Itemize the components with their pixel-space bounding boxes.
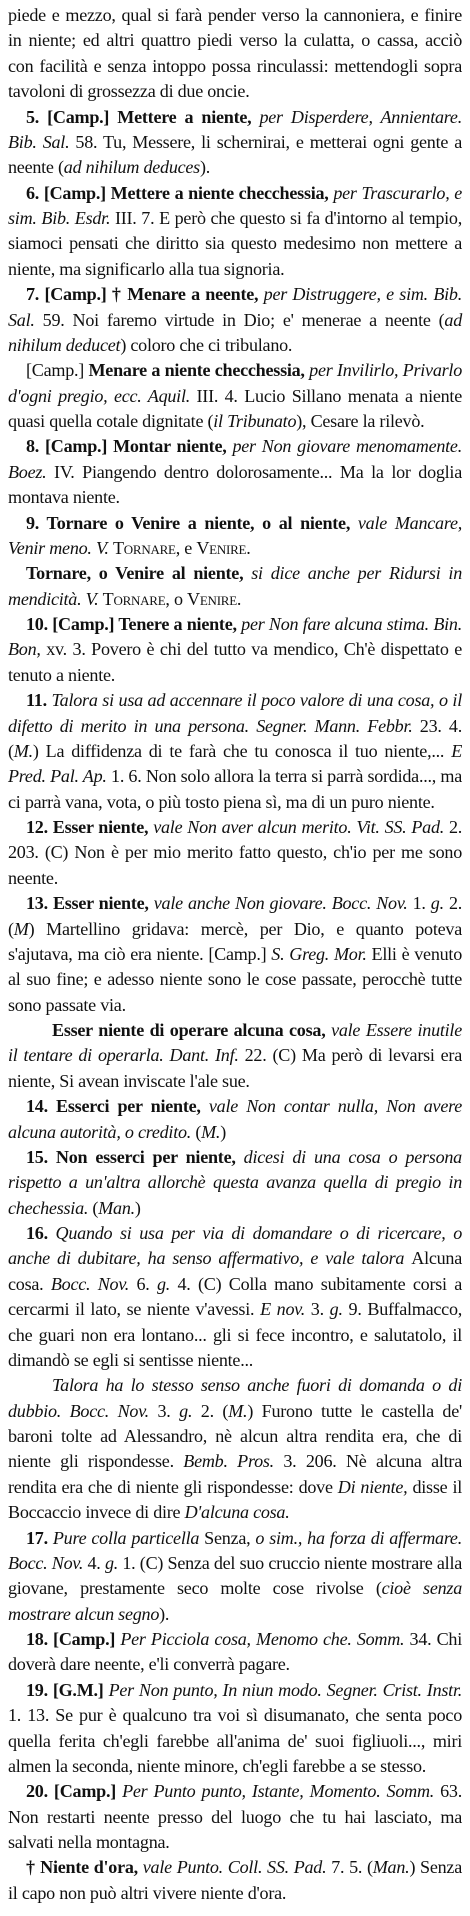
dictionary-paragraph <box>8 1779 462 1855</box>
entry-heading-text: Mettere a niente, <box>117 106 260 127</box>
italic-text: Per Punto punto, Istante, Momento. Somm. <box>122 1781 441 1802</box>
italic-text: Di niente, <box>337 1476 413 1497</box>
entry-heading-text: 17. <box>26 1527 53 1548</box>
dictionary-paragraph <box>8 561 462 612</box>
dictionary-paragraph <box>8 181 462 283</box>
body-text: 3. <box>157 1400 180 1421</box>
italic-text: S. Greg. Mor. <box>271 943 372 964</box>
italic-text: E nov. <box>260 1299 311 1320</box>
italic-text: M. <box>201 1121 221 1142</box>
entry-heading-text: 18. [Camp.] <box>26 1629 121 1649</box>
italic-text: il Tribunato <box>213 411 297 431</box>
body-text: ). <box>199 157 211 178</box>
body-text: 3. 206. Nè alcuna altra rendita era che di niente gli rispondesse: dove <box>8 1451 462 1497</box>
dictionary-paragraph <box>8 434 462 510</box>
entry-heading-text: 10. [Camp.] Tenere a niente, <box>26 614 242 634</box>
entry-heading-text: Montar niente, <box>113 436 233 457</box>
body-text: Alcuna cosa. <box>8 1248 462 1294</box>
italic-text: Per Picciola cosa, Menomo che. Somm. <box>120 1629 410 1649</box>
dictionary-paragraph <box>8 1526 462 1628</box>
body-text: IV. Piangendo dentro dolorosamente... Ma la lor doglia montava niente. <box>8 461 462 508</box>
dictionary-paragraph <box>8 1018 462 1094</box>
italic-text: per Non fare alcuna stima. Bin. Bon, <box>8 614 462 660</box>
body-text: , o <box>165 588 188 609</box>
italic-text: Quando si usa per via di domandare o di ricercare, o anche di dubitare, ha senso affermativo, e vale talora <box>8 1223 462 1269</box>
italic-text: D'alcuna cosa. <box>184 1502 290 1523</box>
entry-heading-text: 16. <box>26 1223 56 1243</box>
italic-text: g. <box>156 1273 178 1294</box>
entry-heading-text: Tornare, o Venire al niente, <box>26 563 252 584</box>
dictionary-paragraph <box>8 358 462 434</box>
body-text: . <box>246 537 251 558</box>
dictionary-paragraph <box>8 1145 462 1221</box>
body-text: disse il Boccaccio invece di dire <box>8 1476 463 1523</box>
body-text: III. 7. E però che questo si fa d'intorno al tempio, siamoci pensati che diritto sia questo medesimo non mettere a niente, ma significarlo alla tua signoria. <box>8 208 462 279</box>
italic-text: per Distruggere, e sim. Bib. Sal. <box>8 284 462 330</box>
dictionary-paragraph <box>8 815 462 891</box>
italic-text: E Pred. Pal. Ap. <box>8 740 462 787</box>
body-text: 1. 13. Se pur è qualcuno tra voi sì disumanato, che senta poco quella ferita ch'egli farebbe all'anima de' suoi figliuoli..., miri almen la seconda, niente minore, ch'egli farebbe a se stesso. <box>8 1705 462 1776</box>
body-text: 22. (C) Ma però di levarsi era niente, Si avean inviscate l'ale sue. <box>8 1045 462 1091</box>
body-text: ) Senza il capo non può altri vivere niente d'ora. <box>8 1857 462 1903</box>
body-text: ). <box>159 1603 170 1624</box>
body-text: ), Cesare la rilevò. <box>296 411 425 431</box>
entry-heading-text: 11. <box>26 690 52 711</box>
body-text: 34. Chi doverà dare neente, e'li converrà pagare. <box>8 1629 462 1675</box>
italic-text: vale Non aver alcun merito. Vit. SS. Pad. <box>153 817 449 837</box>
dictionary-paragraph <box>8 1855 462 1906</box>
body-text: [Camp.] <box>26 360 89 381</box>
body-text: xv. 3. Povero è chi del tutto va mendico, Ch'è dispettato e tenuto a niente. <box>8 639 462 685</box>
entry-heading-text: Esser niente di operare alcuna cosa, <box>52 1020 332 1040</box>
entry-heading-text: 20. [Camp.] <box>26 1781 123 1802</box>
entry-heading-text: 19. [G.M.] <box>26 1679 109 1700</box>
dictionary-paragraph <box>8 511 462 562</box>
body-text: 1. 6. Non solo allora la terra si parrà sordida..., ma ci parrà vana, vota, o più tosto piena sì, ma di un puro niente. <box>8 766 462 812</box>
dictionary-paragraph <box>8 1094 462 1145</box>
italic-text: g. <box>179 1400 201 1421</box>
entry-heading-text: 5. [Camp.] <box>26 106 118 127</box>
italic-text: Talora si usa ad accennare il poco valore di una cosa, o il difetto di merito in una persona. Segner. Mann. Febbr. <box>8 690 462 736</box>
italic-text: vale Mancare, Venir meno. V. <box>8 512 463 558</box>
body-text: 4. <box>87 1552 105 1573</box>
body-text: piede e mezzo, qual si farà pender verso la cannoniera, e finire in niente; ed altri quattro piedi verso la culatta, o cassa, acciò con facilità e senza intoppo possa rinculassi: mettendogli sopra tavoloni di grossezza di due oncie. <box>8 5 462 102</box>
body-text: 9. Buffalmacco, che guari non era lontano... gli si fece incontro, e salutatolo, il dimandò se egli si sentisse niente... <box>8 1299 463 1370</box>
body-text: 7. 5. ( <box>331 1857 373 1878</box>
body-text: 1. (C) Senza del suo cruccio niente mostrare alla giovane, prestamente seco molte cose rivolse ( <box>8 1552 463 1599</box>
body-text: Elli è venuto al suo fine; e adesso niente sono le cose passate, perocchè tutte sono passate via. <box>8 943 463 1015</box>
italic-text: Bocc. Nov. <box>50 1273 137 1294</box>
italic-text: ad nihilum deduces <box>63 157 200 178</box>
body-text: ( <box>195 1121 202 1142</box>
body-text: ) <box>220 1121 226 1142</box>
body-text: 59. Noi faremo virtude in Dio; e' menerae a neente ( <box>42 309 445 330</box>
cross-reference-text: Venire <box>187 588 237 609</box>
italic-text: o sim., ha forza di affermare. Bocc. Nov. <box>8 1527 462 1573</box>
italic-text: vale Essere inutile il tentare di operarla. Dant. Inf. <box>8 1020 462 1066</box>
body-text: 58. Tu, Messere, li schernirai, e metterai ogni gente a neente ( <box>8 131 462 178</box>
cross-reference-text: Tornare <box>102 588 166 609</box>
body-text: ( <box>92 1197 99 1218</box>
entry-heading-text: 8. [Camp.] <box>26 436 114 457</box>
italic-text: si dice anche per Ridursi in mendicità. V. <box>8 563 462 609</box>
entry-heading-text: † Niente d'ora, <box>26 1857 143 1878</box>
italic-text: vale Punto. Coll. SS. Pad. <box>142 1857 332 1878</box>
body-text: 1. <box>412 893 431 914</box>
entry-heading-text: 15. Non esserci per niente, <box>26 1146 244 1167</box>
italic-text: M. <box>13 740 33 761</box>
dictionary-paragraph <box>8 3 462 105</box>
italic-text: Per Non punto, In niun modo. Segner. Crist. Instr. <box>108 1679 462 1700</box>
dictionary-paragraph <box>8 1221 462 1373</box>
italic-text: per Invilirlo, Privarlo d'ogni pregio, ecc. Aquil. <box>8 360 462 406</box>
italic-text: vale Non contar nulla, Non avere alcuna autorità, o credito. <box>8 1096 463 1142</box>
italic-text: per Trascurarlo, e sim. Bib. Esdr. <box>8 182 462 228</box>
body-text: ) Furono tutte le castella de' baroni tolte ad Alessandro, nè alcun altra rendita era, che di niente gli rispondesse. <box>8 1400 463 1472</box>
entry-heading-text: 13. Esser niente, <box>26 893 154 914</box>
dictionary-paragraph <box>8 1627 462 1678</box>
body-text: ) coloro che ci tribulano. <box>120 334 293 355</box>
italic-text: ad nihilum deducet <box>8 309 462 355</box>
entry-heading-text: 6. [Camp.] <box>26 182 111 203</box>
body-text: 63. Non restarti neente presso del luogo che tu hai lasciato, ma salvati nella montagna. <box>8 1781 462 1852</box>
dictionary-paragraph <box>8 1678 462 1780</box>
dictionary-paragraph <box>8 688 462 815</box>
dictionary-paragraph <box>8 282 462 358</box>
italic-text: M <box>13 918 29 939</box>
italic-text: g. <box>329 1299 349 1320</box>
body-text: Senza, <box>204 1527 256 1548</box>
dictionary-paragraph <box>8 105 462 181</box>
body-text: 2. 203. (C) Non è per mio merito fatto questo, ch'io per me sono neente. <box>8 817 463 888</box>
body-text: 2. ( <box>8 893 463 939</box>
body-text: . <box>236 588 242 609</box>
italic-text: g. <box>430 893 449 914</box>
italic-text: Man. <box>98 1197 135 1218</box>
body-text: 6. <box>136 1273 157 1294</box>
cross-reference-text: Tornare <box>112 537 176 558</box>
italic-text: Pure colla particella <box>52 1527 205 1548</box>
dictionary-paragraph <box>8 1373 462 1525</box>
entry-heading-text: 14. Esserci per niente, <box>26 1096 209 1117</box>
body-text: III. 4. Lucio Sillano menata a niente quasi quella cotale dignitate ( <box>8 385 462 431</box>
italic-text: vale anche Non giovare. Bocc. Nov. <box>153 893 413 914</box>
cross-reference-text: Venire <box>196 537 247 558</box>
body-text: ) Martellino gridava: mercè, per Dio, e quanto poteva s'ajutava, ma ciò era niente. [Camp.] <box>8 918 462 964</box>
italic-text: dicesi di una cosa o persona rispetto a un'altra allorchè questa avanza quella di pregio in chechessia. <box>8 1146 462 1218</box>
italic-text: Man. <box>372 1857 410 1878</box>
entry-heading-text: 7. [Camp.] † Menare a neente, <box>26 284 264 305</box>
entry-heading-text: 9. Tornare o Venire a niente, o al niente, <box>26 512 358 533</box>
body-text: ) <box>134 1197 141 1218</box>
entry-heading-text: Mettere a niente checchessia, <box>110 182 334 203</box>
body-text: , e <box>175 537 197 558</box>
italic-text: M. <box>228 1400 248 1421</box>
body-text: 23. 4. ( <box>8 715 462 761</box>
italic-text: Talora ha lo stesso senso anche fuori di domanda o di dubbio. Bocc. Nov. <box>8 1375 462 1421</box>
body-text: 2. ( <box>200 1400 229 1421</box>
italic-text: cioè senza mostrare alcun segno <box>8 1578 462 1624</box>
body-text: 3. <box>310 1299 330 1320</box>
dictionary-paragraph <box>8 891 462 1018</box>
italic-text: Bemb. Pros. <box>183 1451 284 1472</box>
italic-text: per Non giovare menomamente. Boez. <box>8 436 462 482</box>
entry-heading-text: 12. Esser niente, <box>26 817 154 837</box>
body-text: ) La diffidenza di te farà che tu conosca il tuo niente,... <box>32 740 452 761</box>
dictionary-paragraph <box>8 612 462 688</box>
entry-heading-text: Menare a niente checchessia, <box>88 360 310 381</box>
body-text: 4. (C) Colla mano subitamente corsi a cercarmi il lato, se niente v'avessi. <box>8 1273 463 1320</box>
italic-text: g. <box>104 1552 123 1573</box>
italic-text: per Disperdere, Annientare. Bib. Sal. <box>8 106 462 152</box>
